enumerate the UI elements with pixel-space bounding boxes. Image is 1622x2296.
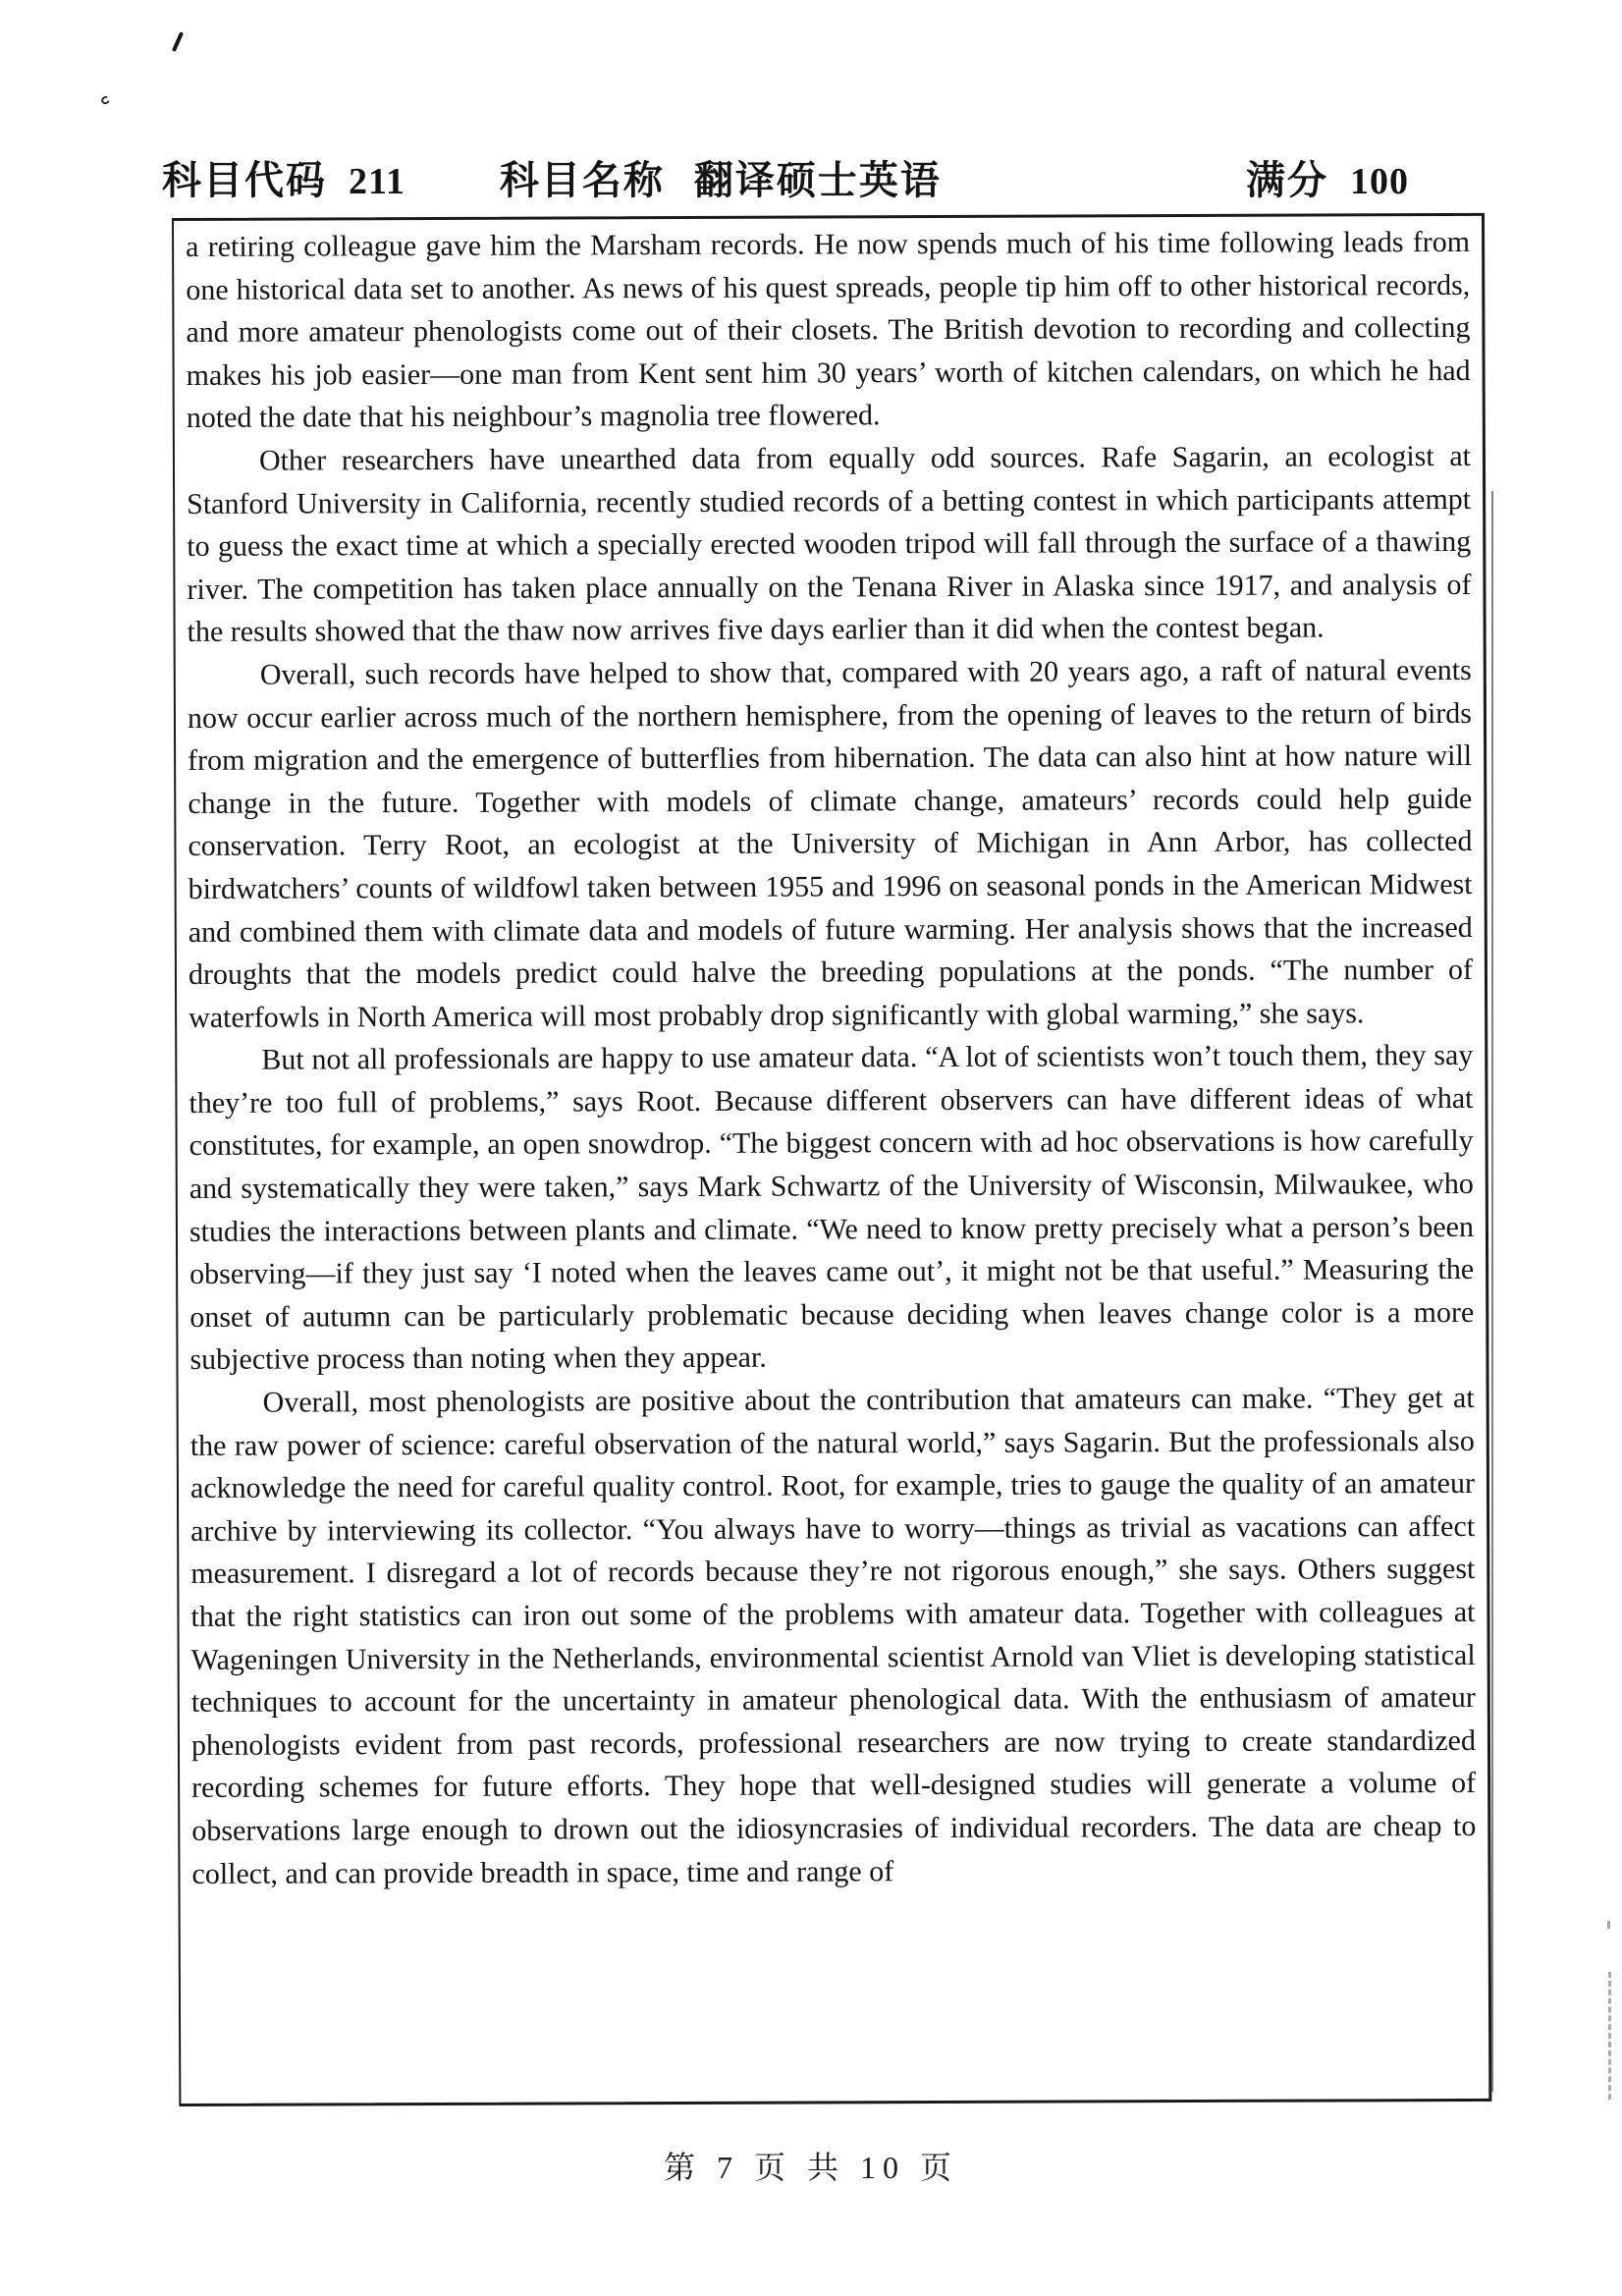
passage-paragraph-1: a retiring colleague gave him the Marsham records. He now spends much of his time following leads from one historical data set to another. As news of his quest spreads, people tip him off to other historical records, and more amateur phenologists come out of their closets. The British devotion to recording and collecting makes his job easier—one man from Kent sent him 30 years’ worth of kitchen calendars, on which he had noted the date that his neighbour’s magnolia tree flowered.	[186, 225, 1471, 435]
subject-code-label: 科目代码	[162, 158, 327, 202]
subject-name-value: 翻译硕士英语	[693, 158, 942, 202]
passage-paragraph-3: Overall, such records have helped to show that, compared with 20 years ago, a raft of natural events now occur earlier across much of the northern hemisphere, from the opening of leaves to the return of birds from migration and the emergence of butterflies from hibernation. The data can also hint at how nature will change in the future. Together with models of climate change, amateurs’ records could help guide conservation. Terry Root, an ecologist at the University of Michigan in Ann Arbor, has collected birdwatchers’ counts of wildfowl taken between 1955 and 1996 on seasonal ponds in the American Midwest and combined them with climate data and models of future warming. Her analysis shows that the increased droughts that the models predict could halve the breeding populations at the ponds. “The number of waterfowls in North America will most probably drop significantly with global warming,” she says.	[187, 653, 1474, 1034]
page-number-footer: 第 7 页 共 10 页	[663, 2150, 958, 2185]
subject-name-label: 科目名称	[499, 158, 665, 202]
scan-artifact-speck	[100, 94, 112, 105]
passage-box	[172, 213, 1491, 2106]
scan-artifact-dashed-line	[1608, 1972, 1611, 2100]
subject-code-value: 211	[349, 161, 406, 202]
scan-artifact-ghost-border	[1491, 491, 1493, 2092]
full-score-value: 100	[1350, 161, 1409, 202]
scan-artifact-tick	[1607, 1921, 1610, 1929]
exam-header	[162, 149, 1409, 205]
passage-paragraph-5: Overall, most phenologists are positive about the contribution that amateurs can make. “They get at the raw power of science: careful observation of the natural world,” says Sagarin. But the professionals also acknowledge the need for careful quality control. Root, for example, tries to gauge the quality of an amateur archive by interviewing its collector. “You always have to worry—things as trivial as vacations can affect measurement. I disregard a lot of records because they’re not rigorous enough,” she says. Others suggest that the right statistics can iron out some of the problems with amateur data. Together with colleagues at Wageningen University in the Netherlands, environmental scientist Arnold van Vliet is developing statistical techniques to account for the uncertainty in amateur phenological data. With the enthusiasm of amateur phenologists evident from past records, professional researchers are now trying to create standardized recording schemes for future efforts. They hope that well-designed studies will generate a volume of observations large enough to drown out the idiosyncrasies of individual recorders. The data are cheap to collect, and can provide breadth in space, time and range of	[189, 1381, 1477, 1890]
passage-paragraph-4: But not all professionals are happy to use amateur data. “A lot of scientists won’t touch them, they say they’re too full of problems,” says Root. Because different observers can have different ideas of what constitutes, for example, an open snowdrop. “The biggest concern with ad hoc observations is how carefully and systematically they were taken,” says Mark Schwartz of the University of Wisconsin, Milwaukee, who studies the interactions between plants and climate. “We need to know pretty precisely what a person’s been observing—if they just say ‘I noted when the leaves came out’, it might not be that useful.” Measuring the onset of autumn can be particularly problematic because deciding when leaves change color is a more subjective process than noting when they appear.	[189, 1039, 1475, 1377]
passage-paragraph-2: Other researchers have unearthed data from equally odd sources. Rafe Sagarin, an ecologist at Stanford University in California, recently studied records of a betting contest in which participants attempt to guess the exact time at which a specially erected wooden tripod will fall through the surface of a thawing river. The competition has taken place annually on the Tenana River in Alaska since 1917, and analysis of the results showed that the thaw now arrives five days earlier than it did when the contest began.	[187, 439, 1472, 649]
full-score-label: 满分	[1246, 158, 1328, 202]
scan-artifact-pen-stroke	[172, 31, 184, 52]
